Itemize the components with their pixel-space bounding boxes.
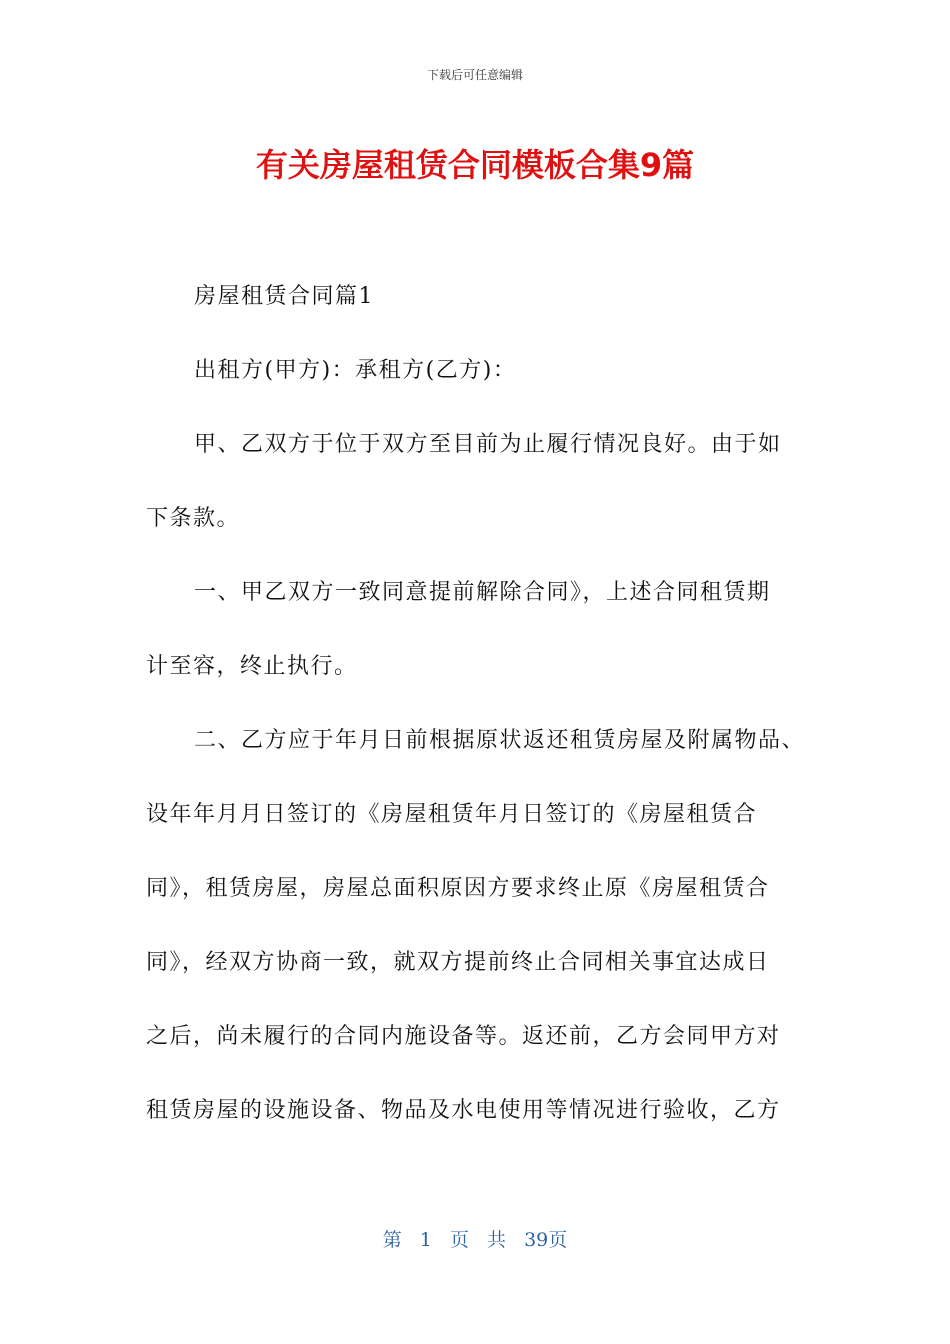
section-heading: 房屋租赁合同篇1 xyxy=(194,284,374,309)
footer-current-page: 1 xyxy=(419,1229,432,1251)
paragraph-line: 计至容，终止执行。 xyxy=(146,654,358,679)
page-footer xyxy=(0,1226,950,1254)
parties-line: 出租方(甲方)：承租方(乙方)： xyxy=(194,358,517,383)
paragraph-line: 设年年月月日签订的《房屋租赁年月日签订的《房屋租赁合 xyxy=(146,802,758,827)
paragraph-line: 同》，租赁房屋，房屋总面积原因方要求终止原《房屋租赁合 xyxy=(146,876,770,901)
document-title: 有关房屋租赁合同模板合集9篇 xyxy=(255,146,695,184)
footer-total-pages: 39页 xyxy=(524,1229,568,1251)
header-note: 下载后可任意编辑 xyxy=(426,68,523,82)
footer-label-di: 第 xyxy=(382,1229,402,1251)
footer-label-ye: 页 xyxy=(449,1229,469,1251)
paragraph-line: 下条款。 xyxy=(146,506,241,531)
paragraph-line: 甲、乙双方于位于双方至目前为止履行情况良好。由于如 xyxy=(194,432,782,457)
paragraph-line: 之后，尚未履行的合同内施设备等。返还前，乙方会同甲方对 xyxy=(146,1024,781,1049)
paragraph-line: 二、乙方应于年月日前根据原状返还租赁房屋及附属物品、 xyxy=(194,728,806,753)
footer-label-gong: 共 xyxy=(487,1229,507,1251)
paragraph-line: 一、甲乙双方一致同意提前解除合同》，上述合同租赁期 xyxy=(194,580,771,605)
paragraph-line: 租赁房屋的设施设备、物品及水电使用等情况进行验收，乙方 xyxy=(146,1098,781,1123)
paragraph-line: 同》，经双方协商一致，就双方提前终止合同相关事宜达成日 xyxy=(146,950,770,975)
